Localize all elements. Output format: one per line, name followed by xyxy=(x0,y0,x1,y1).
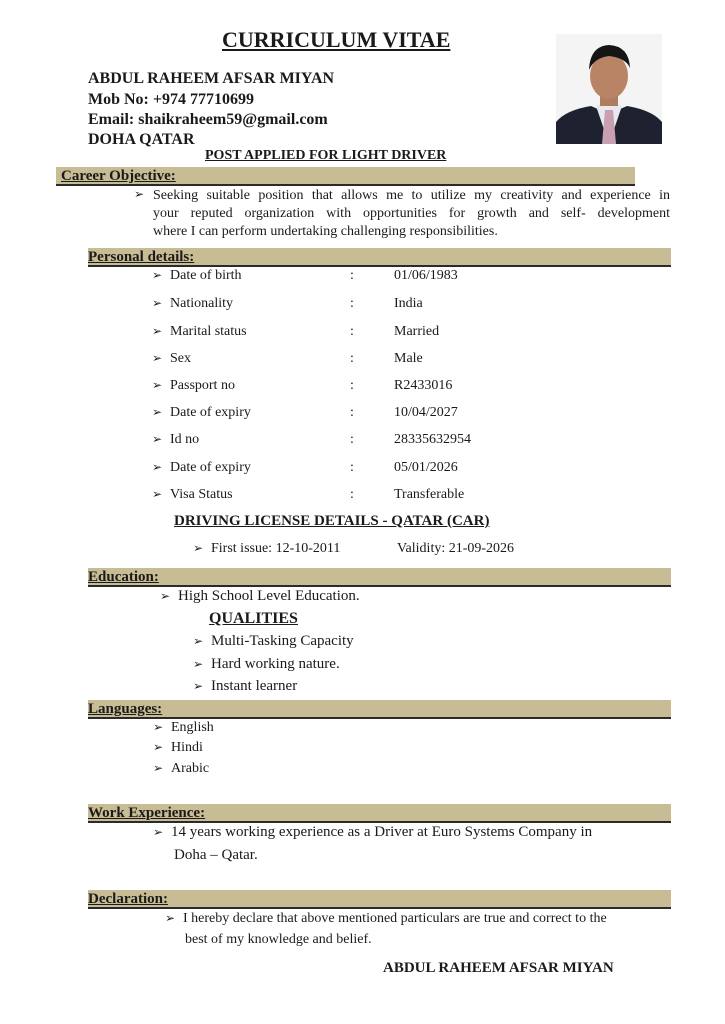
document-title: CURRICULUM VITAE xyxy=(222,27,451,52)
license-first-issue: First issue: 12-10-2011 xyxy=(211,541,341,556)
declaration-heading xyxy=(88,890,671,909)
career-line: where I can perform undertaking challenging responsibilities. xyxy=(153,224,498,239)
detail-label: Date of expiry xyxy=(170,405,251,420)
detail-value: Male xyxy=(394,351,423,366)
detail-value: 05/01/2026 xyxy=(394,460,458,475)
bullet-arrow-icon: ➢ xyxy=(152,268,163,282)
languages-heading xyxy=(88,700,671,719)
bullet-arrow-icon: ➢ xyxy=(193,657,204,671)
declaration-label: Declaration: xyxy=(88,891,168,907)
education-heading xyxy=(88,568,671,587)
mobile-number: Mob No: +974 77710699 xyxy=(88,91,254,108)
declaration-line: best of my knowledge and belief. xyxy=(185,932,372,947)
quality-item: Multi-Tasking Capacity xyxy=(211,633,354,649)
bullet-arrow-icon: ➢ xyxy=(152,405,163,419)
driving-license-heading: DRIVING LICENSE DETAILS - QATAR (CAR) xyxy=(174,513,490,529)
detail-value: R2433016 xyxy=(394,378,453,393)
detail-separator: : xyxy=(350,351,354,366)
work-line: Doha – Qatar. xyxy=(174,847,258,863)
personal-details-label: Personal details: xyxy=(88,249,195,265)
bullet-arrow-icon: ➢ xyxy=(134,187,145,201)
detail-value: 10/04/2027 xyxy=(394,405,458,420)
career-line: Seeking suitable position that allows me to utilize my creativity and experience in xyxy=(153,188,670,203)
language-item: English xyxy=(171,720,214,735)
detail-label: Visa Status xyxy=(170,487,233,502)
quality-item: Hard working nature. xyxy=(211,656,340,672)
work-line: 14 years working experience as a Driver at Euro Systems Company in xyxy=(171,824,593,840)
career-objective-label: Career Objective: xyxy=(61,168,176,184)
bullet-arrow-icon: ➢ xyxy=(152,432,163,446)
language-item: Hindi xyxy=(171,740,203,755)
bullet-arrow-icon: ➢ xyxy=(153,761,164,775)
detail-separator: : xyxy=(350,460,354,475)
detail-separator: : xyxy=(350,324,354,339)
signature-name: ABDUL RAHEEM AFSAR MIYAN xyxy=(383,960,614,976)
personal-detail-row xyxy=(152,324,552,342)
detail-value: India xyxy=(394,296,423,311)
personal-detail-row xyxy=(152,268,552,286)
career-objective-heading xyxy=(56,167,635,186)
bullet-arrow-icon: ➢ xyxy=(152,487,163,501)
personal-detail-row xyxy=(152,460,552,478)
profile-photo xyxy=(556,34,662,144)
bullet-arrow-icon: ➢ xyxy=(193,634,204,648)
bullet-arrow-icon: ➢ xyxy=(193,541,204,555)
bullet-arrow-icon: ➢ xyxy=(165,911,176,925)
declaration-line: I hereby declare that above mentioned particulars are true and correct to the xyxy=(183,911,607,926)
detail-separator: : xyxy=(350,405,354,420)
detail-label: Marital status xyxy=(170,324,247,339)
bullet-arrow-icon: ➢ xyxy=(153,825,164,839)
education-label: Education: xyxy=(88,569,159,585)
detail-separator: : xyxy=(350,432,354,447)
work-experience-heading xyxy=(88,804,671,823)
candidate-name: ABDUL RAHEEM AFSAR MIYAN xyxy=(88,70,335,87)
bullet-arrow-icon: ➢ xyxy=(152,296,163,310)
personal-detail-row xyxy=(152,296,552,314)
career-line: your reputed organization with opportunities for growth and self- development xyxy=(153,206,670,221)
qualities-heading: QUALITIES xyxy=(209,610,298,627)
detail-label: Date of birth xyxy=(170,268,242,283)
bullet-arrow-icon: ➢ xyxy=(153,740,164,754)
detail-label: Sex xyxy=(170,351,191,366)
detail-separator: : xyxy=(350,268,354,283)
person-photo-icon xyxy=(556,34,662,144)
education-item: High School Level Education. xyxy=(178,588,360,604)
detail-label: Nationality xyxy=(170,296,233,311)
detail-value: 28335632954 xyxy=(394,432,471,447)
bullet-arrow-icon: ➢ xyxy=(152,324,163,338)
bullet-arrow-icon: ➢ xyxy=(193,679,204,693)
bullet-arrow-icon: ➢ xyxy=(152,378,163,392)
bullet-arrow-icon: ➢ xyxy=(152,460,163,474)
detail-value: 01/06/1983 xyxy=(394,268,458,283)
bullet-arrow-icon: ➢ xyxy=(153,720,164,734)
quality-item: Instant learner xyxy=(211,678,298,694)
career-objective-text xyxy=(153,187,670,241)
detail-value: Married xyxy=(394,324,440,339)
detail-separator: : xyxy=(350,378,354,393)
detail-label: Date of expiry xyxy=(170,460,251,475)
email-address: Email: shaikraheem59@gmail.com xyxy=(88,111,328,128)
bullet-arrow-icon: ➢ xyxy=(160,589,171,603)
personal-detail-row xyxy=(152,378,552,396)
detail-separator: : xyxy=(350,296,354,311)
personal-detail-row xyxy=(152,487,552,505)
personal-detail-row xyxy=(152,405,552,423)
detail-separator: : xyxy=(350,487,354,502)
language-item: Arabic xyxy=(171,761,210,776)
post-applied: POST APPLIED FOR LIGHT DRIVER xyxy=(205,148,447,163)
detail-label: Passport no xyxy=(170,378,235,393)
languages-label: Languages: xyxy=(88,701,163,717)
detail-label: Id no xyxy=(170,432,200,447)
license-validity: Validity: 21-09-2026 xyxy=(397,541,515,556)
detail-value: Transferable xyxy=(394,487,465,502)
personal-details-heading xyxy=(88,248,671,267)
personal-detail-row xyxy=(152,432,552,450)
work-experience-label: Work Experience: xyxy=(88,805,206,821)
bullet-arrow-icon: ➢ xyxy=(152,351,163,365)
location: DOHA QATAR xyxy=(88,131,195,148)
personal-detail-row xyxy=(152,351,552,369)
